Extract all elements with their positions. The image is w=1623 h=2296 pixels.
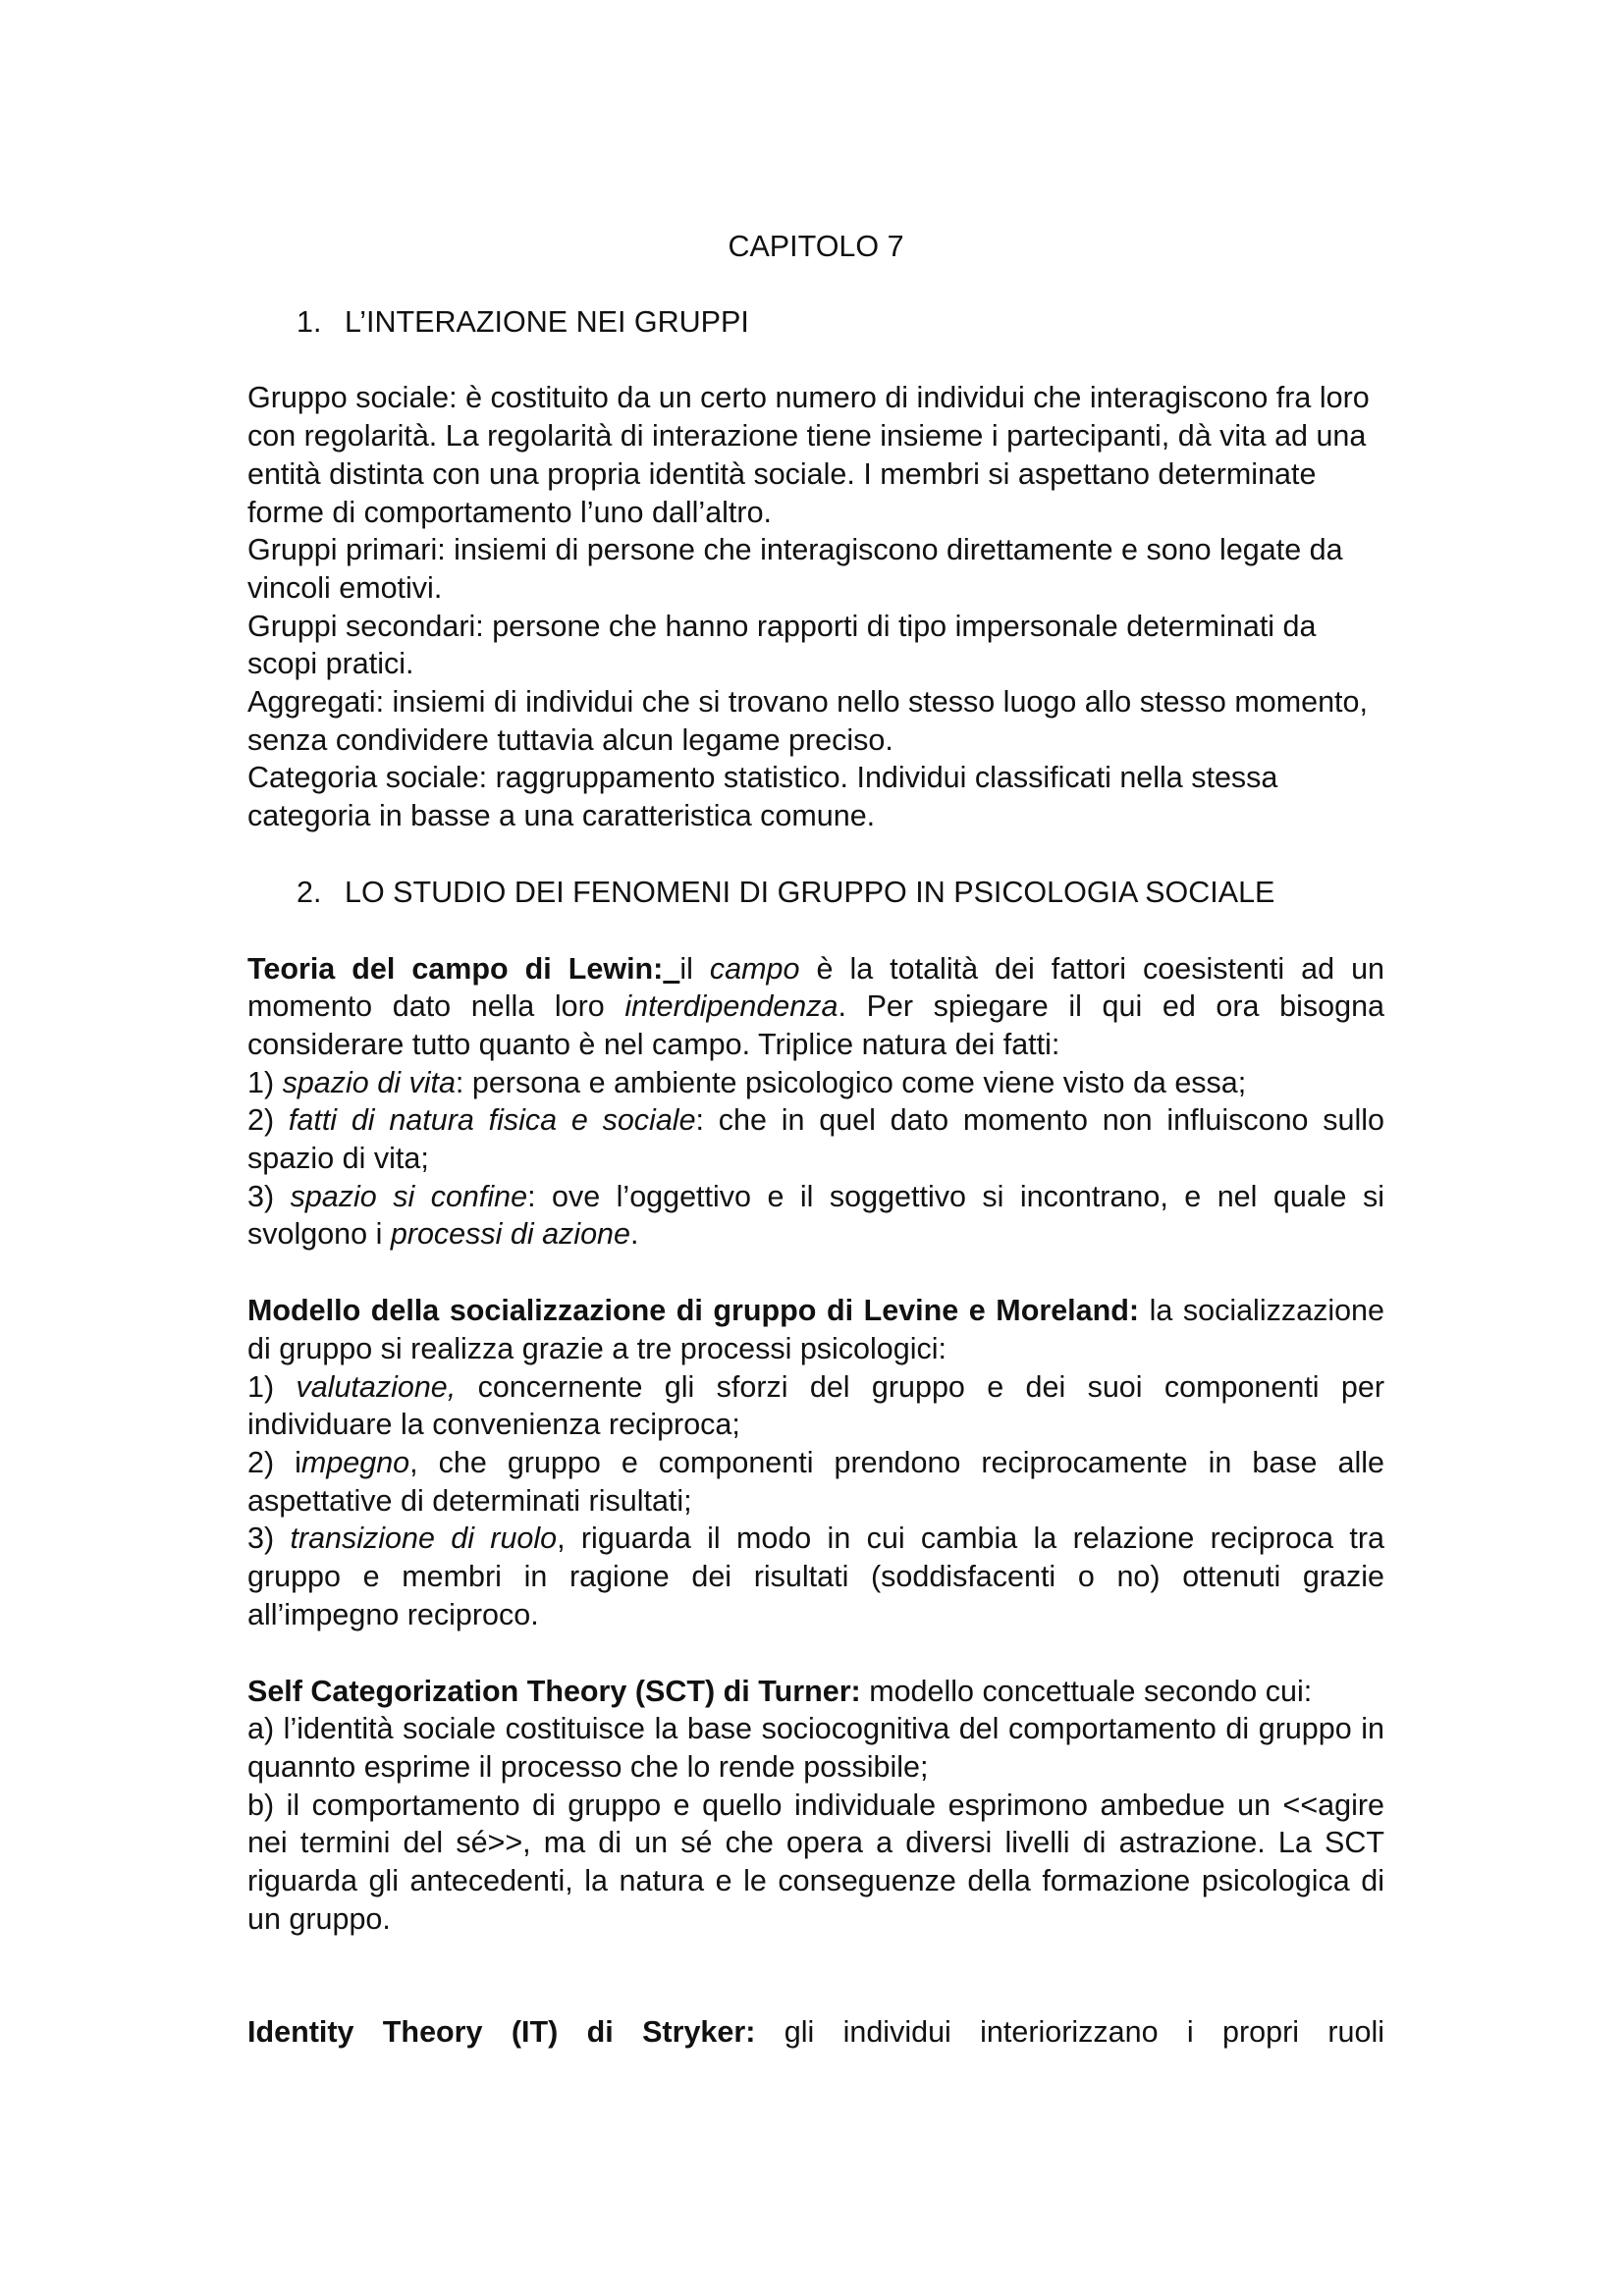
levine-item-3: [247, 1520, 1384, 1633]
chapter-title: CAPITOLO 7: [728, 230, 904, 263]
turner-text: modello concettuale secondo cui:: [860, 1674, 1313, 1708]
section-number: 1.: [297, 304, 322, 339]
item-text: .: [629, 1217, 639, 1252]
spacer: [247, 1634, 1384, 1673]
item-term: valutazione,: [296, 1369, 457, 1404]
item-number: 3): [247, 1522, 291, 1556]
lewin-term-campo: campo: [709, 951, 800, 986]
levine-item-1: [247, 1368, 1384, 1444]
levine-item-2: [247, 1444, 1384, 1520]
item-number: 2) i: [247, 1445, 301, 1479]
document-page: [247, 228, 1384, 2052]
turner-label: Self Categorization Theory (SCT) di Turner:: [247, 1674, 861, 1708]
lewin-intro: [247, 950, 1384, 1064]
definition-gruppo-sociale: Gruppo sociale: è costituito da un certo numero di individui che interagiscono fra loro con regolarità. La regolarità di interazione tiene insieme i partecipanti, dà vita ad una entità distinta con una propria identità sociale. I membri si aspettano determinate forme di comportamento l’uno dall’altro.: [247, 381, 1370, 529]
spacer: [247, 1254, 1384, 1292]
section-heading-2: [247, 874, 1384, 912]
turner-item-a: a) l’identità sociale costituisce la base sociocognitiva del comportamento di gruppo in quannto esprime il processo che lo rende possibile;: [247, 1712, 1384, 1784]
levine-label: Modello della socializzazione di gruppo di Levine e Moreland:: [247, 1294, 1140, 1328]
definition-categoria-sociale: Categoria sociale: raggruppamento statistico. Individui classificati nella stessa categoria in basse a una caratteristica comune.: [247, 761, 1278, 833]
item-text: concernente gli sforzi del gruppo e dei suoi componenti per individuare la convenienza reciproca;: [247, 1369, 1385, 1442]
levine-block: [247, 1292, 1384, 1633]
turner-intro: [247, 1673, 1384, 1711]
turner-item-b: b) il comportamento di gruppo e quello individuale esprimono ambedue un <<agire nei termini del sé>>, ma di un sé che opera a diversi livelli di astrazione. La SCT riguarda gli antecedenti, la natura e le conseguenze della formazione psicologica di un gruppo.: [247, 1788, 1384, 1936]
lewin-label: Teoria del campo di Lewin:: [247, 951, 664, 986]
lewin-term-interdipendenza: interdipendenza: [624, 989, 839, 1024]
item-term: fatti di natura fisica e sociale: [288, 1103, 696, 1138]
section-heading-1: [247, 303, 1384, 342]
stryker-text: gli individui interiorizzano i propri ruoli: [755, 2015, 1385, 2050]
item-text: , riguarda il modo in cui cambia la relazione reciproca tra gruppo e membri in ragione dei risultati (soddisfacenti o no) ottenuti grazie all’impegno reciproco.: [247, 1522, 1384, 1631]
spacer: [247, 912, 1384, 950]
lewin-item-3: [247, 1178, 1384, 1254]
lewin-text: il: [679, 951, 710, 986]
item-text: : ove l’oggettivo e il soggettivo si incontrano, e nel quale si svolgono i: [247, 1179, 1384, 1252]
lewin-text: è la totalità dei fattori coesistenti ad un momento dato nella loro: [247, 951, 1384, 1024]
section-title: LO STUDIO DEI FENOMENI DI GRUPPO IN PSICOLOGIA SOCIALE: [345, 875, 1275, 909]
item-term: spazio di vita: [282, 1065, 456, 1099]
lewin-underscore: [663, 952, 679, 986]
item-number: 1): [247, 1369, 297, 1404]
item-term: mpegno: [300, 1445, 410, 1479]
item-term: spazio si confine: [290, 1179, 528, 1213]
turner-block: [247, 1673, 1384, 1939]
item-number: 3): [247, 1179, 291, 1213]
item-text: , che gruppo e componenti prendono reciprocamente in base alle aspettative di determinati risultati;: [247, 1445, 1384, 1518]
levine-text: la socializzazione di gruppo si realizza grazie a tre processi psicologici:: [247, 1294, 1384, 1365]
definition-gruppi-primari: Gruppi primari: insiemi di persone che interagiscono direttamente e sono legate da vincoli emotivi.: [247, 533, 1343, 605]
section-number: 2.: [297, 875, 322, 909]
definition-aggregati: Aggregati: insiemi di individui che si trovano nello stesso luogo allo stesso momento, senza condividere tuttavia alcun legame preciso.: [247, 685, 1368, 757]
spacer: [247, 266, 1384, 303]
lewin-block: [247, 950, 1384, 1255]
levine-intro: [247, 1292, 1384, 1367]
spacer: [247, 341, 1384, 379]
lewin-item-2: [247, 1101, 1384, 1177]
item-text: : persona e ambiente psicologico come viene visto da essa;: [455, 1065, 1247, 1099]
section-title: L’INTERAZIONE NEI GRUPPI: [345, 304, 749, 339]
spacer: [247, 1938, 1384, 2013]
item-number: 2): [247, 1103, 289, 1138]
stryker-block: [247, 2013, 1384, 2052]
definition-gruppi-secondari: Gruppi secondari: persone che hanno rapporti di tipo impersonale determinati da scopi pratici.: [247, 609, 1317, 681]
lewin-item-1: [247, 1064, 1384, 1102]
item-text: : che in quel dato momento non influiscono sullo spazio di vita;: [247, 1103, 1385, 1176]
stryker-label: Identity Theory (IT) di Stryker:: [247, 2015, 756, 2050]
item-term: transizione di ruolo: [290, 1522, 558, 1556]
spacer: [247, 835, 1384, 874]
stryker-intro: [247, 2013, 1384, 2052]
item-number: 1): [247, 1065, 283, 1099]
lewin-text: . Per spiegare il qui ed ora bisogna considerare tutto quanto è nel campo. Triplice natura dei fatti:: [247, 989, 1384, 1061]
item-term: processi di azione: [390, 1217, 630, 1252]
